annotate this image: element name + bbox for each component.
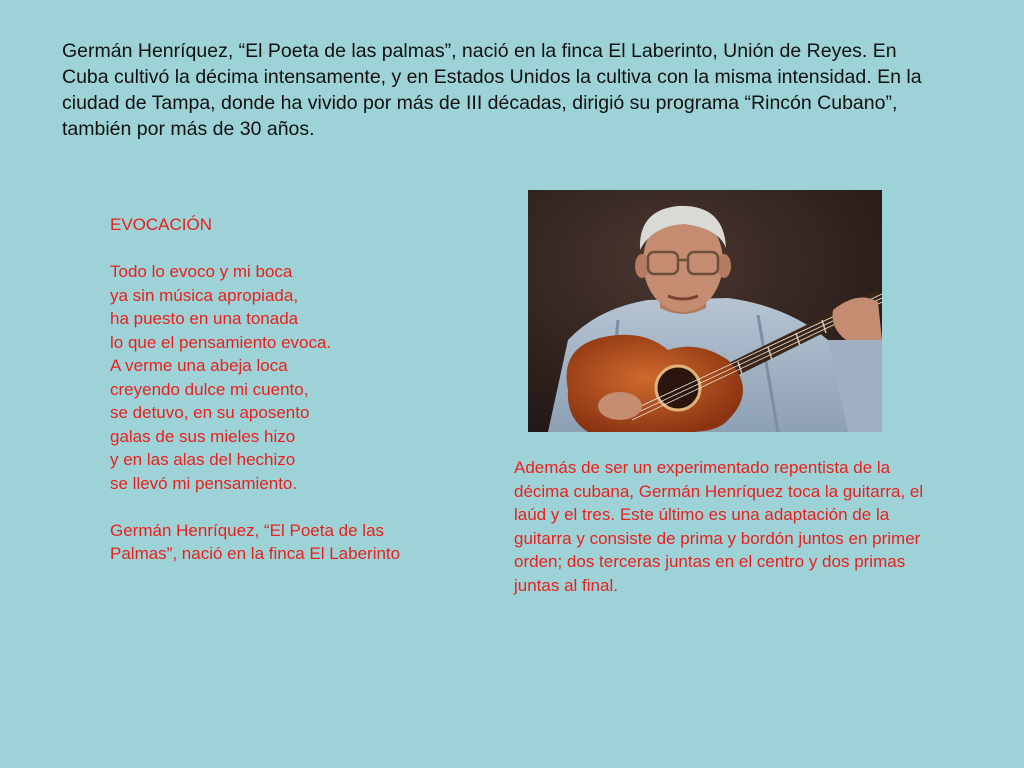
portrait-photo [528, 190, 882, 432]
poem-lines [110, 260, 480, 495]
poem-title: EVOCACIÓN [110, 215, 213, 234]
poem-line: creyendo dulce mi cuento, [110, 379, 309, 399]
poem-line: se llevó mi pensamiento. [110, 473, 298, 493]
poem-credit [110, 519, 480, 566]
poem-block [110, 213, 480, 566]
poem-line: A verme una abeja loca [110, 356, 288, 375]
poem-line: y en las alas del hechizo [110, 450, 296, 469]
guitarist-illustration [528, 190, 882, 432]
poem-line: lo que el pensamiento evoca. [110, 332, 332, 352]
poem-line: galas de sus mieles hizo [110, 426, 296, 446]
poem-credit-line: Germán Henríquez, “El Poeta de las [110, 520, 385, 540]
poem-line: se detuvo, en su aposento [110, 403, 310, 422]
poem-line: ha puesto en una tonada [110, 309, 299, 328]
poem-line: ya sin música apropiada, [110, 285, 299, 305]
poem-line: Todo lo evoco y mi boca [110, 262, 293, 281]
caption-paragraph: Además de ser un experimentado repentista de la décima cubana, Germán Henríquez toca la guitarra, el laúd y el tres. Este último es una adaptación de la guitarra y consiste de prima y bordón juntos en primer orden; dos terceras juntas en el centro y dos primas juntas al final. [514, 458, 924, 595]
poem-credit-line: Palmas”, nació en la finca El Laberinto [110, 544, 401, 563]
intro-paragraph: Germán Henríquez, “El Poeta de las palmas”, nació en la finca El Laberinto, Unión de Reyes. En Cuba cultivó la décima intensamente, y en Estados Unidos la cultiva con la misma intensidad. En la ciudad de Tampa, donde ha vivido por más de III décadas, dirigió su programa “Rincón Cubano”, también por más de 30 años. [62, 40, 922, 140]
